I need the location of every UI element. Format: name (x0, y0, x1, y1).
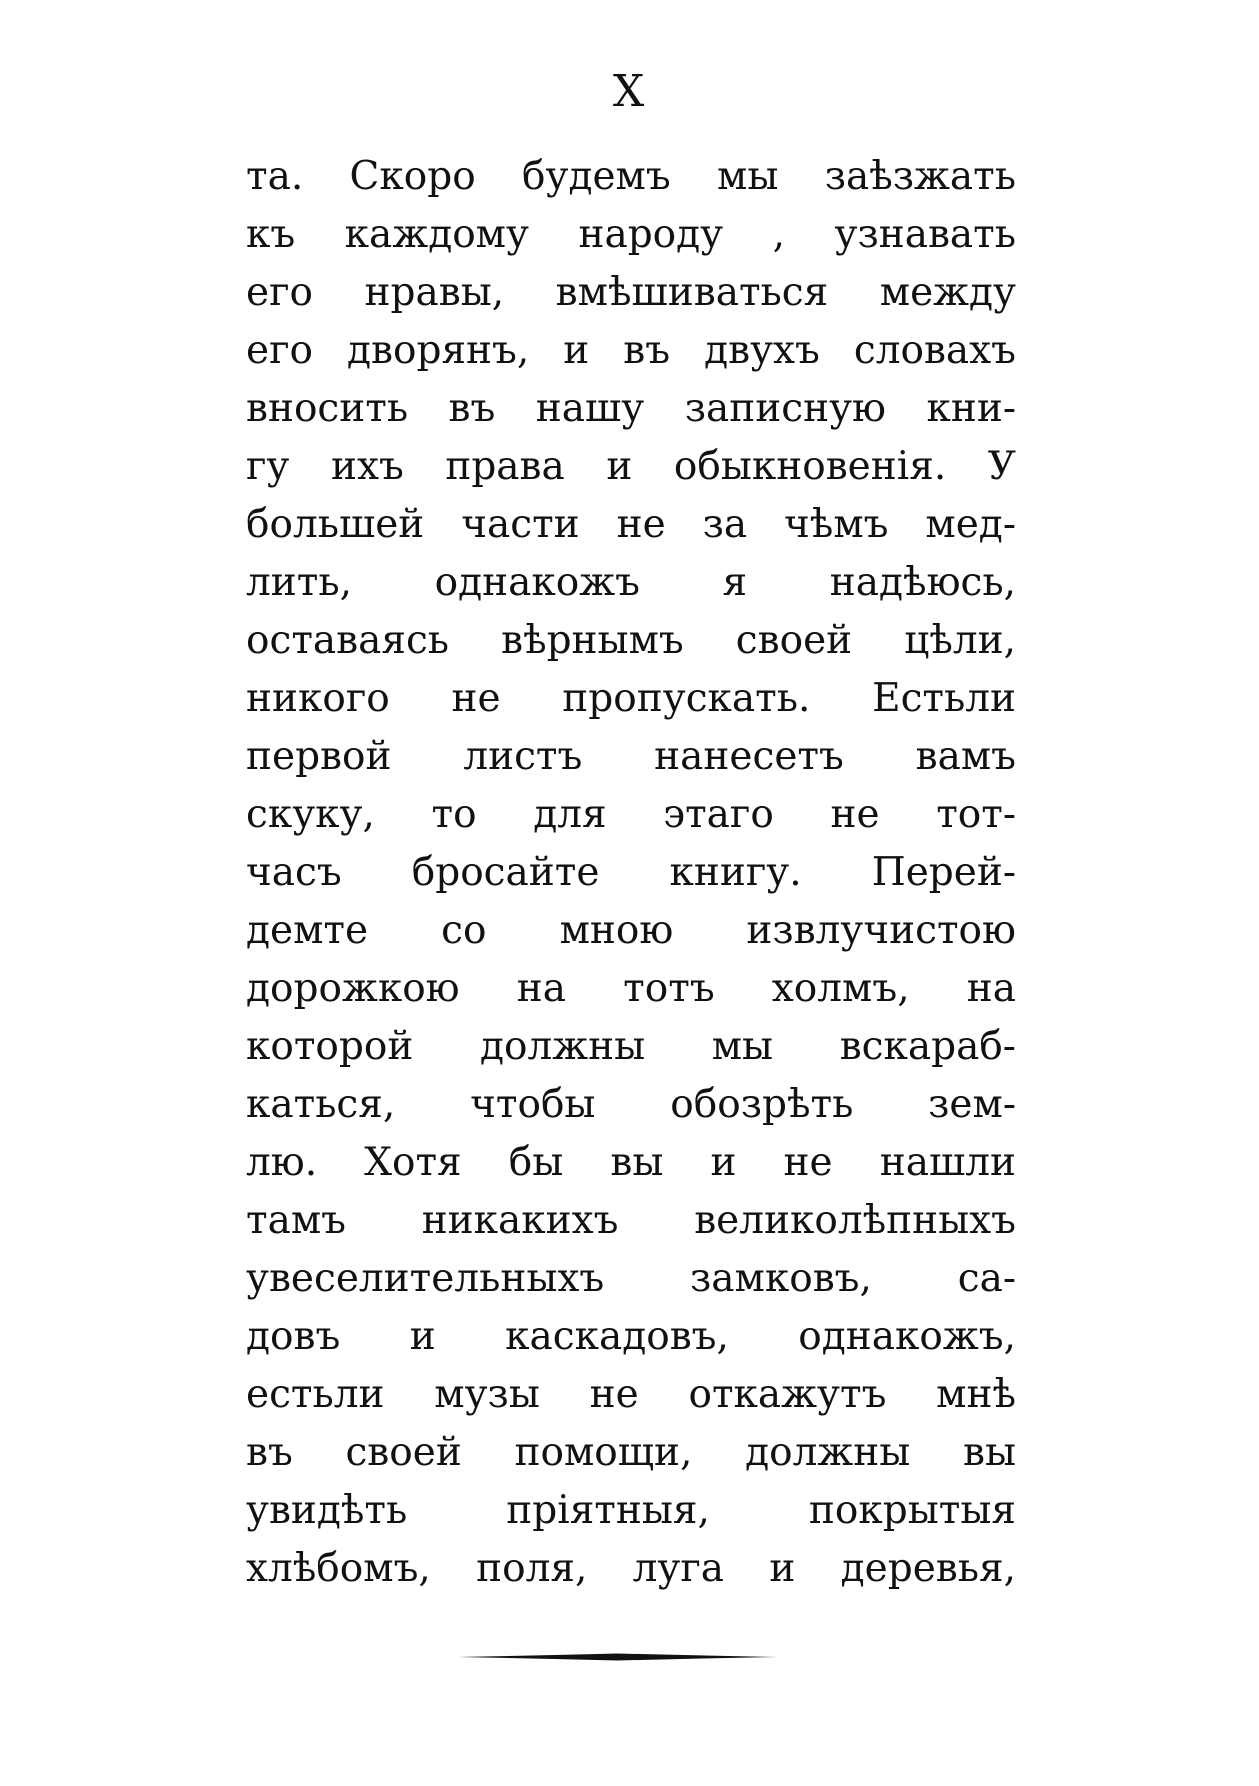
text-line: его нравы, вмѣшиваться между (246, 270, 1016, 315)
text-line: демте со мною извлучистою (246, 908, 1016, 953)
text-line: первой листъ нанесетъ вамъ (246, 734, 1016, 779)
text-line: увеселительныхъ замковъ, са- (246, 1256, 1016, 1301)
text-line: никого не пропускать. Естьли (246, 676, 1016, 721)
text-line: дорожкою на тотъ холмъ, на (246, 966, 1016, 1011)
text-line: лить, однакожъ я надѣюсь, (246, 560, 1016, 605)
text-line: которой должны мы вскараб- (246, 1024, 1016, 1069)
text-line: лю. Хотя бы вы и не нашли (246, 1140, 1016, 1185)
text-line: часъ бросайте книгу. Перей- (246, 850, 1016, 895)
text-line: гу ихъ права и обыкновенія. У (246, 444, 1016, 489)
text-line: большей части не за чѣмъ мед- (246, 502, 1016, 547)
text-line: въ своей помощи, должны вы (246, 1430, 1016, 1475)
text-line: та. Скоро будемъ мы заѣзжать (246, 154, 1016, 199)
text-line: хлѣбомъ, поля, луга и деревья, (246, 1546, 1016, 1591)
text-line: довъ и каскадовъ, однакожъ, (246, 1314, 1016, 1359)
text-line: увидѣть пріятныя, покрытыя (246, 1488, 1016, 1533)
tailpiece-rule-icon (458, 1650, 778, 1664)
text-line: скуку, то для этаго не тот- (246, 792, 1016, 837)
text-line: его дворянъ, и въ двухъ словахъ (246, 328, 1016, 373)
body-text (246, 148, 1016, 1598)
text-line: естьли музы не откажутъ мнѣ (246, 1372, 1016, 1417)
text-line: оставаясь вѣрнымъ своей цѣли, (246, 618, 1016, 663)
text-line: вносить въ нашу записную кни- (246, 386, 1016, 431)
text-line: къ каждому народу , узнавать (246, 212, 1016, 257)
text-line: каться, чтобы обозрѣть зем- (246, 1082, 1016, 1127)
text-line: тамъ никакихъ великолѣпныхъ (246, 1198, 1016, 1243)
page-number: X (612, 66, 647, 117)
